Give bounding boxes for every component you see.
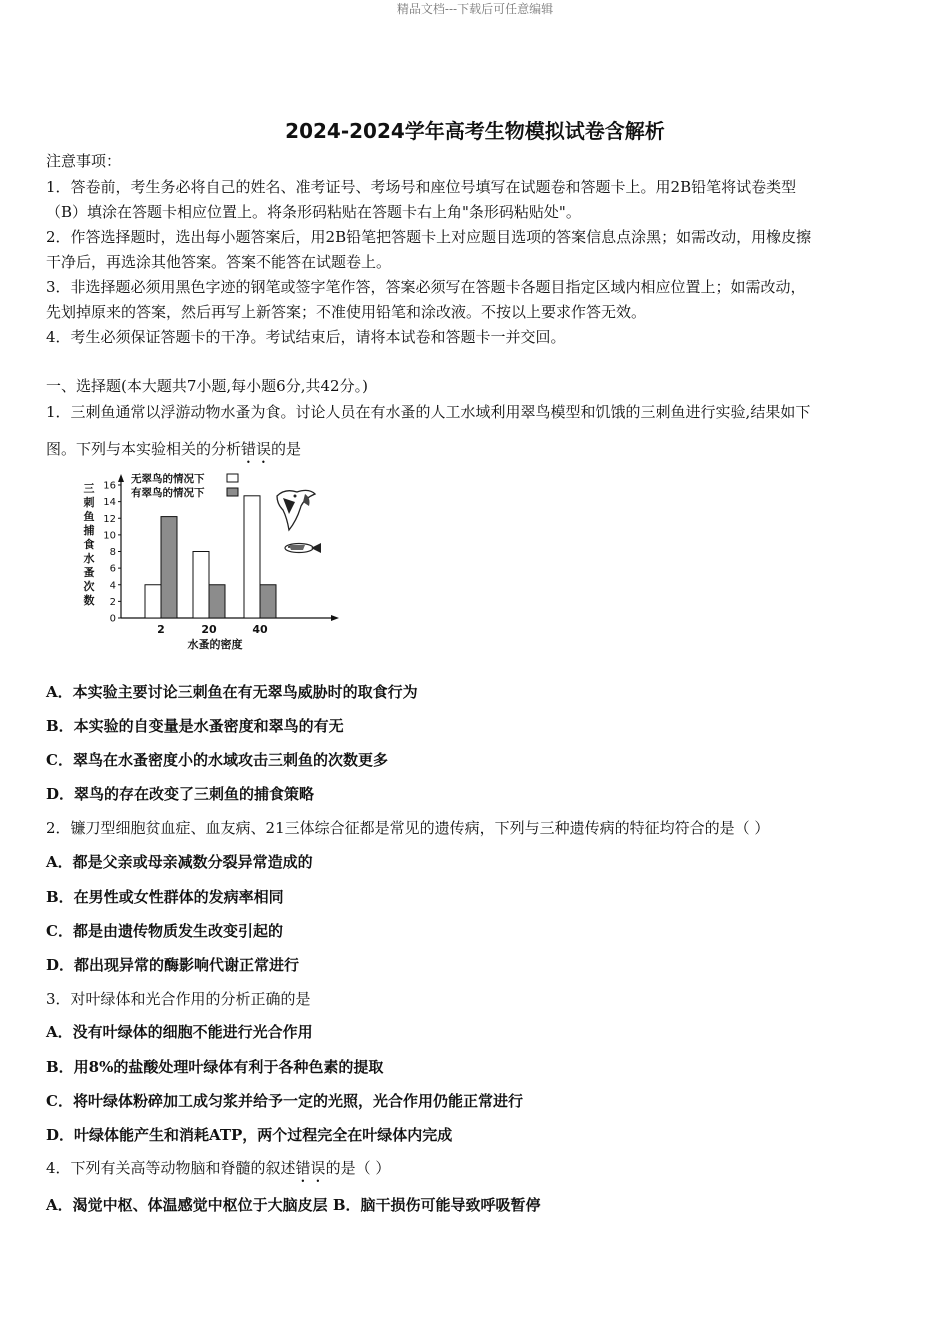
y-tick-label: 4 bbox=[109, 580, 116, 592]
legend-label: 有翠鸟的情况下 bbox=[131, 487, 205, 499]
page-header: 精品文档---下载后可任意编辑 bbox=[396, 2, 554, 16]
q3-option-b: B．用8%的盐酸处理叶绿体有利于各种色素的提取 bbox=[46, 1058, 384, 1076]
notice-heading: 注意事项： bbox=[46, 152, 122, 170]
q1-stem-tail: 的是 bbox=[271, 440, 302, 458]
y-tick-label: 0 bbox=[109, 613, 116, 625]
q4-stem-text: 4．下列有关高等动物脑和脊髓的叙述 bbox=[46, 1159, 296, 1177]
q1-option-a bbox=[46, 682, 418, 702]
notice-line: 干净后，再选涂其他答案。答案不能答在试题卷上。 bbox=[46, 253, 392, 271]
q1-stem-line2 bbox=[46, 439, 301, 467]
y-axis-label-char: 食 bbox=[83, 538, 95, 551]
q4-stem bbox=[46, 1158, 390, 1186]
kingfisher-illustration bbox=[277, 490, 315, 530]
legend-swatch bbox=[227, 474, 238, 482]
x-axis-label: 水蚤的密度 bbox=[187, 638, 243, 651]
y-axis-label-char: 蚤 bbox=[83, 566, 95, 579]
q1-option-b bbox=[46, 716, 344, 736]
bar-no-kingfisher-2 bbox=[145, 585, 161, 618]
y-tick-label: 2 bbox=[109, 596, 116, 608]
notice-line: 4．考生必须保证答题卡的干净。考试结束后，请将本试卷和答题卡一并交回。 bbox=[46, 328, 566, 346]
q2-option-c: C．都是由遗传物质发生改变引起的 bbox=[46, 922, 283, 940]
x-axis-arrow bbox=[331, 615, 339, 621]
q4-emphasis: 错误 bbox=[295, 1159, 326, 1177]
y-axis-label-char: 数 bbox=[83, 594, 95, 607]
notice-line: 3．非选择题必须用黑色字迹的钢笔或签字笔作答，答案必须写在答题卡各题目指定区域内相应位置上；如需改动， bbox=[46, 278, 806, 296]
bar-kingfisher-40 bbox=[260, 585, 276, 618]
notice-line: （B）填涂在答题卡相应位置上。将条形码粘贴在答题卡右上角"条形码粘贴处"。 bbox=[46, 203, 581, 221]
y-tick-label: 10 bbox=[103, 530, 116, 542]
q1-option-d bbox=[46, 784, 314, 804]
q1-stem-line1: 1．三刺鱼通常以浮游动物水蚤为食。讨论人员在有水蚤的人工水域利用翠鸟模型和饥饿的三刺鱼进行实验,结果如下 bbox=[46, 403, 811, 421]
q4-options: A．渴觉中枢、体温感觉中枢位于大脑皮层 B．脑干损伤可能导致呼吸暂停 bbox=[46, 1196, 541, 1214]
y-axis-label-char: 三 bbox=[83, 482, 95, 495]
q2-stem: 2．镰刀型细胞贫血症、血友病、21三体综合征都是常见的遗传病，下列与三种遗传病的特征均符合的是（ ） bbox=[46, 819, 770, 837]
option-text: D．翠鸟的存在改变了三刺鱼的捕食策略 bbox=[46, 785, 315, 803]
option-text: A．本实验主要讨论三刺鱼在有无翠鸟威胁时的取食行为 bbox=[46, 683, 418, 701]
q3-option-a: A．没有叶绿体的细胞不能进行光合作用 bbox=[46, 1023, 313, 1041]
notice-line: 先划掉原来的答案，然后再写上新答案；不准使用铅笔和涂改液。不按以上要求作答无效。 bbox=[46, 303, 647, 321]
legend-label: 无翠鸟的情况下 bbox=[131, 473, 205, 485]
option-text: B．本实验的自变量是水蚤密度和翠鸟的有无 bbox=[46, 717, 344, 735]
y-axis-arrow bbox=[118, 474, 124, 482]
y-axis-label-char: 捕 bbox=[83, 524, 95, 537]
notice-line: 1．答卷前，考生务必将自己的姓名、准考证号、考场号和座位号填写在试题卷和答题卡上。用2B铅笔将试卷类型 bbox=[46, 178, 797, 196]
q3-stem: 3．对叶绿体和光合作用的分析正确的是 bbox=[46, 990, 311, 1008]
fish-illustration bbox=[285, 543, 321, 553]
y-tick-label: 14 bbox=[103, 497, 116, 509]
y-tick-label: 12 bbox=[103, 513, 116, 525]
q3-option-c: C．将叶绿体粉碎加工成匀浆并给予一定的光照，光合作用仍能正常进行 bbox=[46, 1092, 523, 1110]
q3-option-d: D．叶绿体能产生和消耗ATP，两个过程完全在叶绿体内完成 bbox=[46, 1126, 453, 1144]
bar-chart bbox=[75, 470, 345, 655]
y-tick-label: 8 bbox=[109, 547, 116, 558]
q4-stem-tail: 的是（ ） bbox=[325, 1159, 391, 1177]
notice-line: 2．作答选择题时，选出每小题答案后，用2B铅笔把答题卡上对应题目选项的答案信息点涂黑；如需改动，用橡皮擦 bbox=[46, 228, 812, 246]
section-heading: 一、选择题(本大题共7小题,每小题6分,共42分。) bbox=[46, 377, 368, 395]
bar-no-kingfisher-20 bbox=[193, 552, 209, 619]
option-text: C．翠鸟在水蚤密度小的水域攻击三刺鱼的次数更多 bbox=[46, 751, 388, 769]
q1-option-c bbox=[46, 750, 388, 770]
legend-swatch bbox=[227, 488, 238, 496]
y-axis-label-char: 次 bbox=[83, 580, 95, 593]
y-axis-label-char: 刺 bbox=[83, 496, 95, 509]
q1-stem-text: 图。下列与本实验相关的分析 bbox=[46, 440, 242, 458]
bar-no-kingfisher-40 bbox=[244, 496, 260, 618]
q2-option-a: A．都是父亲或母亲减数分裂异常造成的 bbox=[46, 853, 313, 871]
page-title: 2024-2024学年高考生物模拟试卷含解析 bbox=[285, 119, 665, 143]
bar-kingfisher-20 bbox=[209, 585, 225, 618]
x-tick-label: 20 bbox=[201, 623, 217, 636]
x-tick-label: 40 bbox=[252, 623, 268, 636]
q1-emphasis: 错误 bbox=[241, 440, 272, 458]
y-axis-label-char: 鱼 bbox=[83, 510, 95, 523]
q2-option-d: D．都出现异常的酶影响代谢正常进行 bbox=[46, 956, 300, 974]
y-tick-label: 6 bbox=[109, 563, 116, 575]
bar-kingfisher-2 bbox=[161, 517, 177, 618]
x-tick-label: 2 bbox=[157, 623, 165, 636]
y-tick-label: 16 bbox=[103, 480, 116, 492]
y-axis-label-char: 水 bbox=[83, 552, 95, 565]
q2-option-b: B．在男性或女性群体的发病率相同 bbox=[46, 888, 284, 906]
